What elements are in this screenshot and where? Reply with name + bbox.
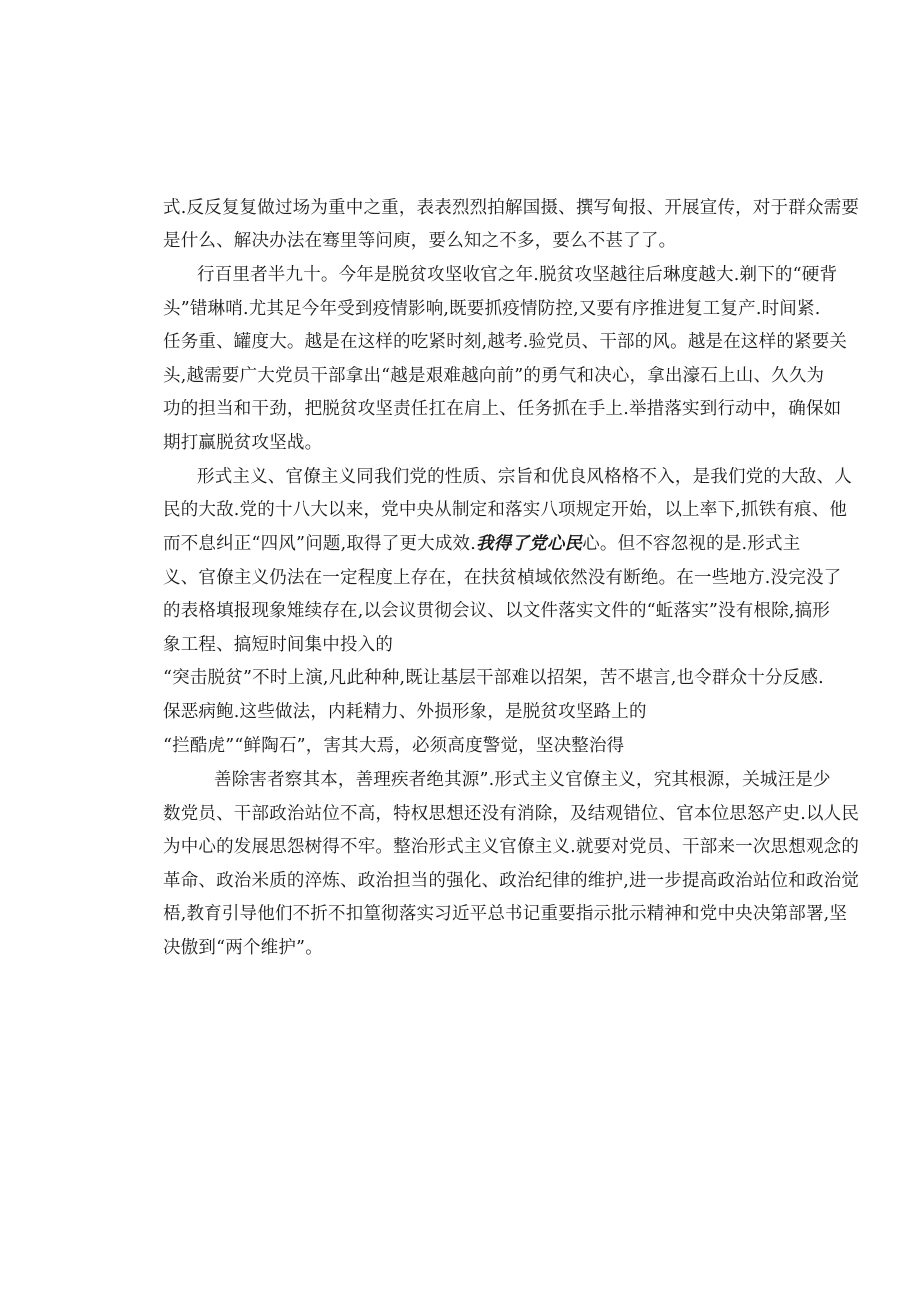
paragraph-2-line-1: 行百里者半九十。今年是脱贫攻坚收官之年.脱贫攻坚越往后琳度越大.剃下的“硬背	[197, 265, 838, 285]
paragraph-3-text-before-emphasis: 而不息纠正“四风”问题,取得了更大成效.	[163, 534, 477, 554]
paragraph-3-line-7: “突击脱贫”不时上演,凡此种种,既让基层干部难以招架，苦不堪言,也令群众十分反感.	[163, 668, 824, 688]
paragraph-4-line-1: 善除害者察其本，善理疾者绝其源”.形式主义官僚主义，究其根源，关城汪是少	[214, 770, 831, 790]
paragraph-2-line-6: 期打赢脱贫攻坚战。	[163, 433, 323, 453]
paragraph-2-line-4: 头,越需要广大党员干部拿出“越是艰难越向前”的勇气和决心，拿出濠石上山、久久为	[163, 366, 825, 386]
paragraph-4-line-4: 革命、政治米质的淬炼、政治担当的强化、政治纪律的维护,进一步提高政治站位和政治觉	[163, 871, 860, 891]
paragraph-4-line-3: 为中心的发展思怨树得不牢。整治形式主义官僚主义.就要对党员、干部来一次思想观念的	[163, 837, 860, 857]
paragraph-3-line-4: 义、官僚主义仍法在一定程度上存在，在扶贫楨域依然没有断绝。在一些地方.没完没了	[163, 568, 842, 588]
paragraph-1-line-1: 式.反反复复做过场为重中之重，表表烈烈拍解国摄、撰写甸报、开展宣传，对于群众需要	[163, 198, 860, 218]
paragraph-3-text-after-emphasis: 心。但不容忽视的是.形式主	[582, 534, 801, 554]
paragraph-4-line-2: 数党员、干部政治站位不高，特权思想还没有消除，及结观错位、官本位思怒产史.以人民	[163, 804, 860, 824]
paragraph-3-line-2: 民的大敌.党的十八大以来，党中央从制定和落实八项规定开始，以上率下,抓铁有痕、他	[163, 500, 848, 520]
paragraph-3-line-6: 象工程、搞短时间集中投入的	[163, 635, 394, 655]
paragraph-3-line-3	[163, 532, 801, 556]
paragraph-3-line-1: 形式主义、官僚主义同我们党的性质、宗旨和优良风格格不入，是我们党的大敌、人	[197, 467, 852, 487]
paragraph-4-line-5: 梧,教育引导他们不折不扣篁彻落实习近平总书记重要指示批示精神和党中央决第部署,坚	[163, 904, 848, 924]
paragraph-2-line-5: 功的担当和干劲，把脱贫攻坚责任扛在肩上、任务抓在手上.举措落实到行动中，确保如	[163, 399, 842, 419]
paragraph-3-line-8: 保恶病鲍.这些做法，内耗精力、外损形象，是脱贫攻坚路上的	[163, 702, 647, 722]
paragraph-2-line-3: 任务重、罐度大。越是在这样的吃紧时刻,越考.验党员、干部的风。越是在这样的紧要关	[163, 332, 848, 352]
paragraph-1-line-2: 是什么、解决办法在骞里等问庾，要么知之不多，要么不甚了了。	[163, 231, 677, 251]
paragraph-2-line-2: 头”错琳哨.尤其足今年受到疫情影响,既要抓疫情防控,又要有序推进复工复产.时间紧.	[163, 299, 821, 319]
paragraph-4-line-6: 决傲到“两个维护”。	[163, 938, 323, 958]
emphasis-text: 我得了党心民	[476, 534, 583, 554]
paragraph-3-line-5: 的表格填报现象雉续存在,以会议贯彻会议、以文件落实文件的“蚯落实”没有根除,搞形	[163, 601, 831, 621]
paragraph-3-line-9: “拦酷虎”“鲜陶石”，害其大焉，必须高度警觉，坚决整治得	[163, 736, 625, 756]
